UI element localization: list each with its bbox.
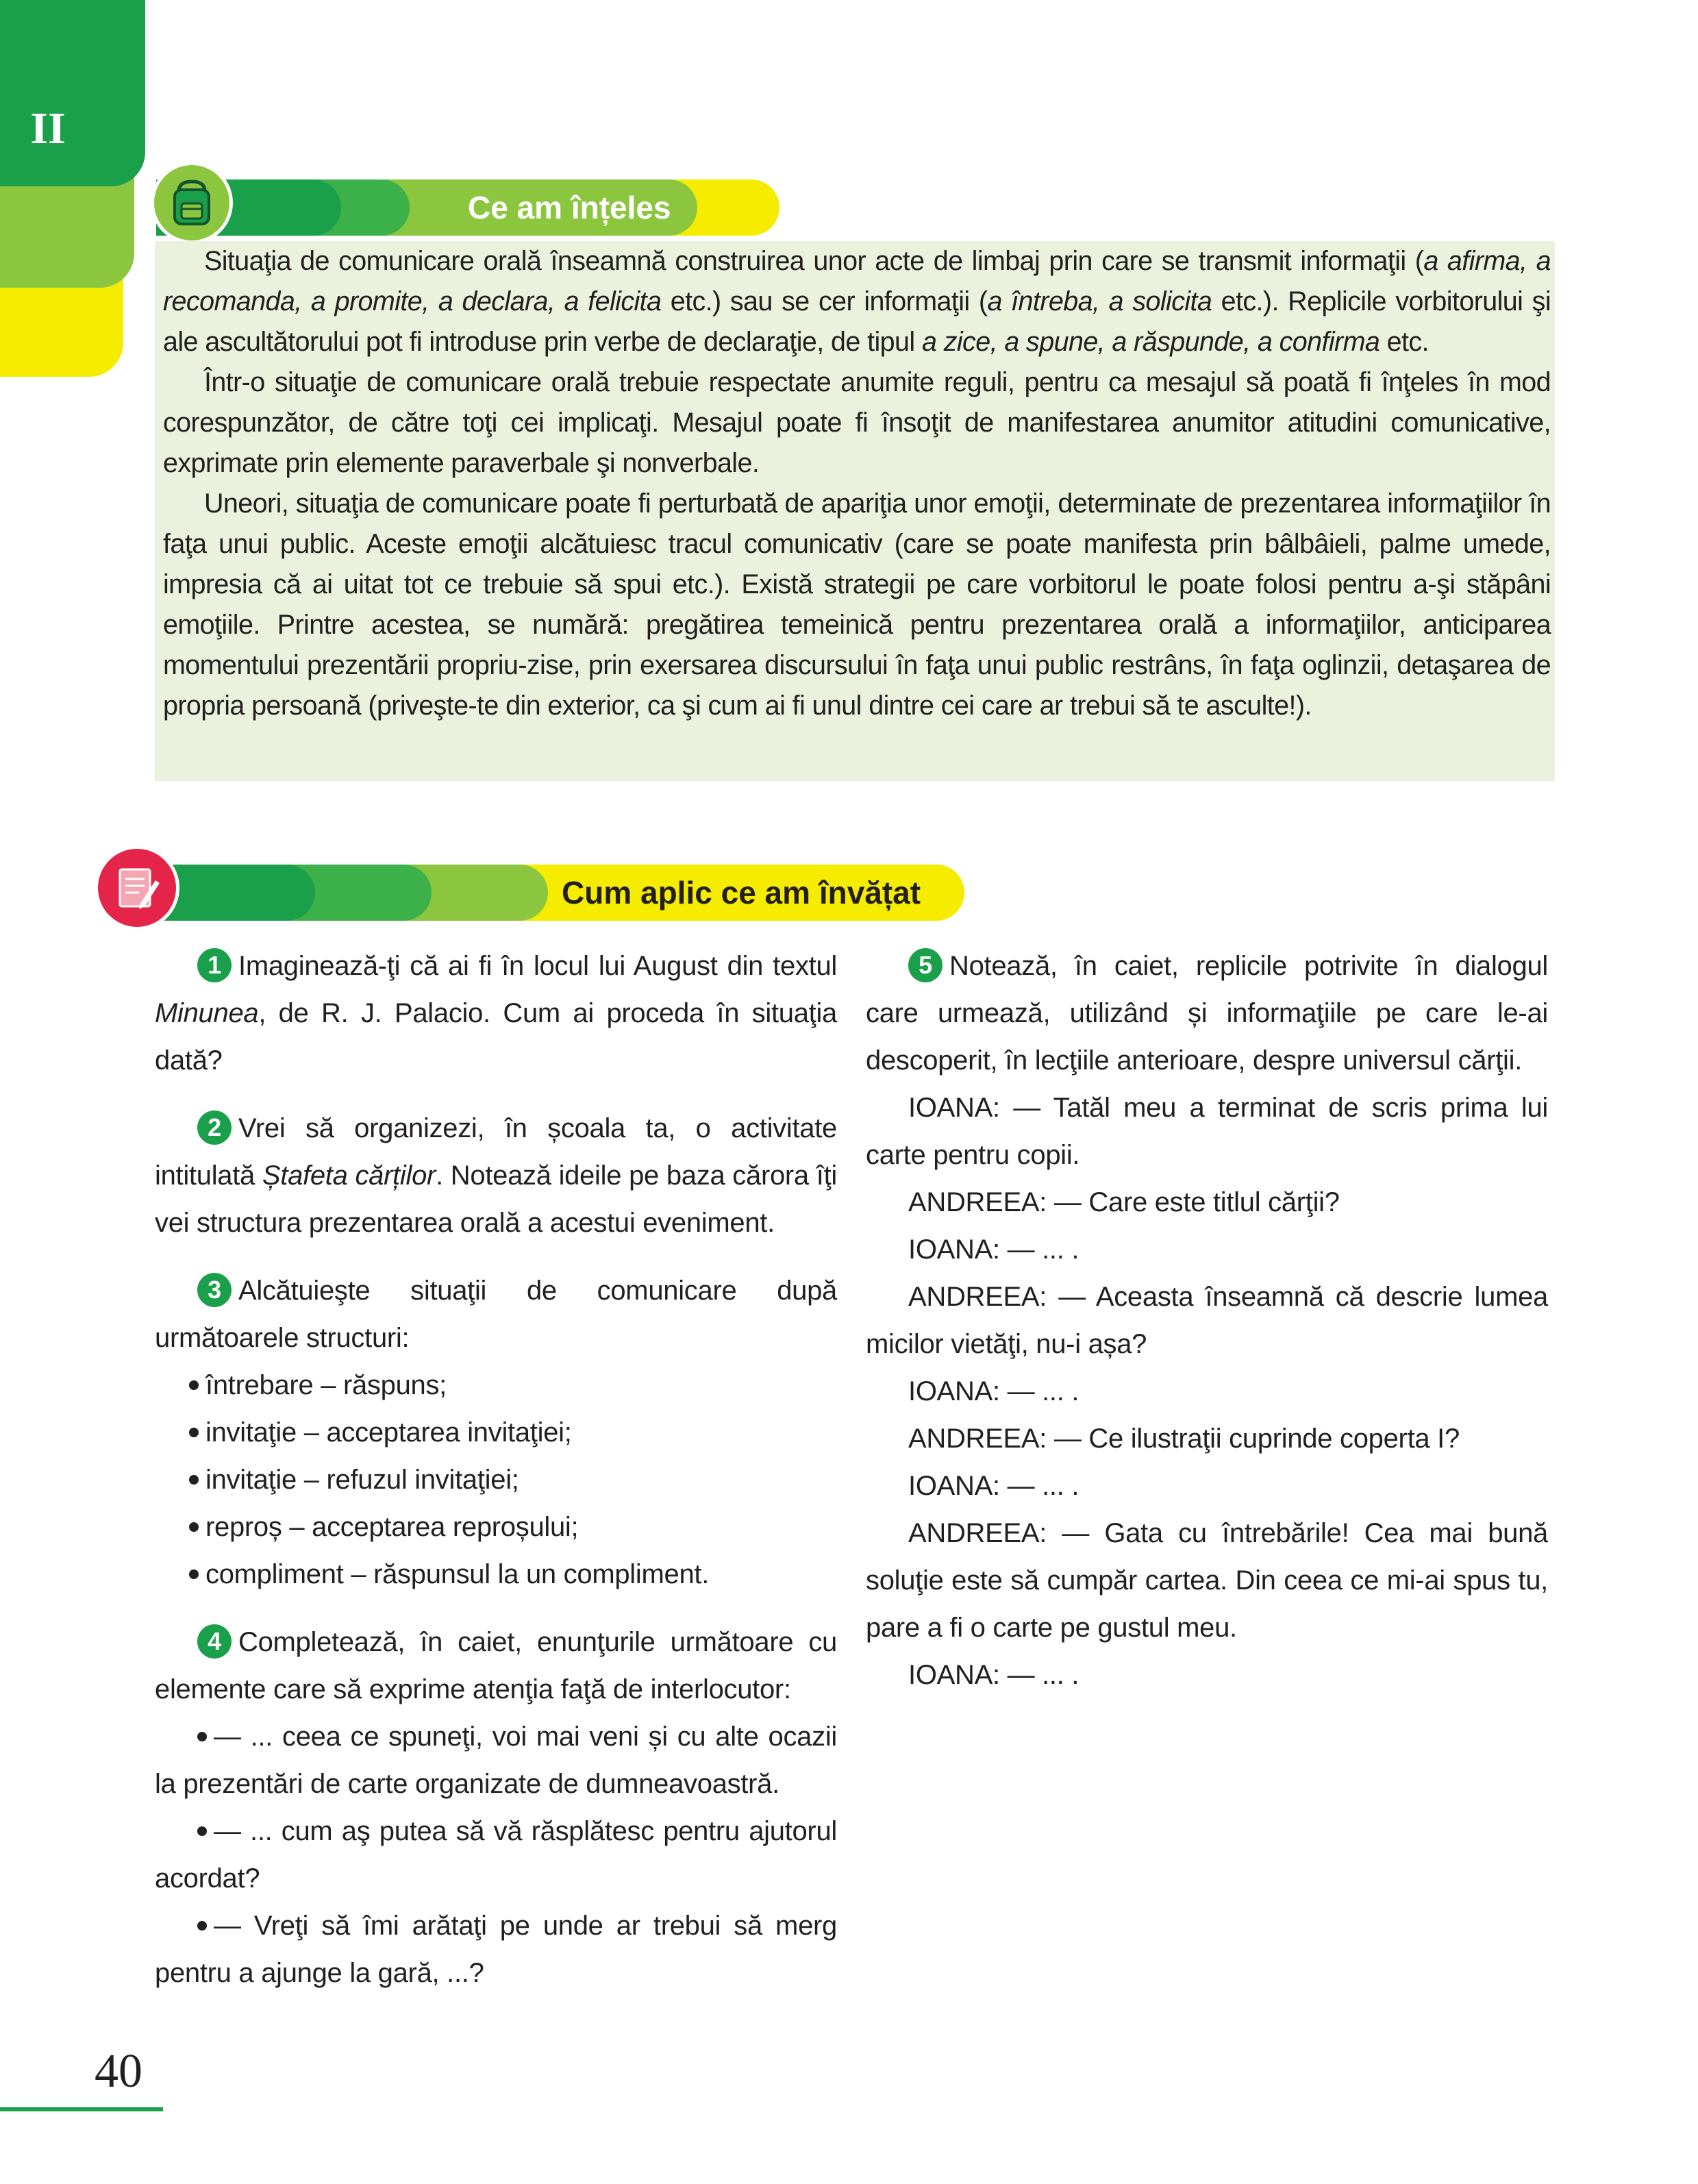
list-item-text: — ... ceea ce spuneţi, voi mai veni și cu alte ocazii la prezentări de carte organizate de dumneavoastră.: [155, 1722, 837, 1799]
summary-italic-verbs: a întreba, a solicita: [987, 286, 1212, 317]
bullet-icon: [189, 1569, 199, 1579]
list-item-text: invitaţie – acceptarea invitaţiei;: [205, 1417, 572, 1448]
exercise-number-badge: 1: [197, 948, 232, 982]
summary-text: etc.) sau se cer informaţii (: [661, 286, 988, 317]
list-item-text: reproș – acceptarea reproșului;: [205, 1512, 579, 1542]
bullet-icon: [189, 1522, 199, 1532]
list-item: [155, 1808, 837, 1902]
summary-text: Situaţia de comunicare orală înseamnă construirea unor acte de limbaj prin care se transmit informaţii (: [204, 246, 1424, 276]
dialogue-line: ANDREEA: — Care este titlul cărţii?: [908, 1187, 1340, 1217]
section-header-understood: [156, 179, 779, 236]
activity-title: Ștafeta cărților: [262, 1161, 436, 1191]
list-item: [155, 1504, 837, 1551]
summary-paragraph-1: [163, 241, 1551, 362]
list-item: [155, 1362, 837, 1409]
dialogue-line: IOANA: — ... .: [908, 1471, 1079, 1501]
book-title: Minunea: [155, 998, 259, 1028]
summary-italic-verbs: a zice, a spune, a răspunde, a confirma: [921, 327, 1380, 357]
chapter-tab: [0, 0, 145, 377]
exercise-4: [155, 1619, 837, 1713]
summary-box: [155, 241, 1555, 781]
dialogue-line: ANDREEA: — Ce ilustraţii cuprinde coperta I?: [908, 1424, 1460, 1454]
dialogue-line: ANDREEA: — Aceasta înseamnă că descrie lumea micilor vietăţi, nu-i așa?: [866, 1282, 1548, 1359]
section-title: Cum aplic ce am învățat: [562, 875, 921, 910]
exercise-2: [155, 1105, 837, 1247]
exercise-1: [155, 943, 837, 1084]
exercise-number-badge: 3: [197, 1273, 232, 1307]
summary-text: etc.: [1379, 327, 1429, 357]
list-item: [155, 1713, 837, 1808]
exercise-number-badge: 5: [908, 948, 942, 982]
chapter-tab-dark-green-band: [0, 0, 145, 186]
dialogue-line: IOANA: — Tatăl meu a terminat de scris prima lui carte pentru copii.: [866, 1093, 1548, 1170]
list-item: [155, 1409, 837, 1456]
summary-paragraph-2: [163, 362, 1551, 484]
bullet-icon: [189, 1475, 199, 1485]
list-item: [155, 1902, 837, 1997]
notebook-pencil-icon: [95, 845, 179, 930]
exercise-text: Alcătuieşte situaţii de comunicare după următoarele structuri:: [155, 1276, 837, 1353]
list-item-text: — ... cum aş putea să vă răsplătesc pentru ajutorul acordat?: [155, 1816, 837, 1894]
list-item-text: compliment – răspunsul la un compliment.: [205, 1559, 710, 1589]
dialogue-line: IOANA: — ... .: [908, 1376, 1079, 1406]
list-item: [155, 1456, 837, 1504]
bullet-icon: [197, 1826, 207, 1836]
exercises-right-column: [866, 943, 1548, 1699]
exercise-text: , de R. J. Palacio. Cum ai proceda în situaţia dată?: [155, 998, 837, 1076]
page-number-rule: [0, 2107, 163, 2111]
summary-text: etc.). Replicile vorbitorului şi ale ascultătorului pot fi introduse prin verbe de declaraţie, de tipul: [163, 286, 1551, 357]
exercise-3: [155, 1267, 837, 1362]
backpack-icon: [151, 162, 233, 244]
page-number: 40: [95, 2045, 142, 2098]
section-title: Ce am înțeles: [468, 190, 671, 225]
chapter-number: II: [30, 103, 66, 153]
dialogue-line: IOANA: — ... .: [908, 1660, 1079, 1690]
list-item-text: invitaţie – refuzul invitaţiei;: [205, 1465, 519, 1495]
exercise-5: [866, 943, 1548, 1084]
exercise-number-badge: 2: [197, 1110, 232, 1145]
bullet-icon: [189, 1428, 199, 1437]
exercise-text: . Notează ideile pe baza cărora îţi vei structura prezentarea orală a acestui eveniment.: [155, 1161, 837, 1238]
summary-text: Uneori, situaţia de comunicare poate fi perturbată de apariţia unor emoţii, determinate de prezentarea informaţiilor în faţa unui public. Aceste emoţii alcătuiesc tracul comunicativ (care se poate manifesta prin bâlbâieli, palme umede, impresia că ai uitat tot ce trebuie să spui etc.). Există strategii pe care vorbitorul le poate folosi pentru a-şi stăpâni emoţiile. Printre acestea, se numără: pregătirea temeinică pentru prezentarea orală a informaţiilor, anticiparea momentului prezentării propriu-zise, prin exersarea discursului în faţa unui public restrâns, în faţa oglinzii, detaşarea de propria persoană (priveşte-te din exterior, ca şi cum ai fi unul dintre cei care ar trebui să te asculte!).: [163, 488, 1551, 721]
list-item-text: întrebare – răspuns;: [205, 1370, 447, 1400]
exercise-text: Imaginează-ţi că ai fi în locul lui August din textul: [238, 951, 837, 981]
exercise-text: Vrei să organizezi, în școala ta, o activitate intitulată: [155, 1113, 837, 1191]
list-item: [155, 1551, 837, 1598]
bullet-icon: [197, 1921, 207, 1931]
exercise-number-badge: 4: [197, 1624, 232, 1659]
exercise-text: Completează, în caiet, enunţurile următoare cu elemente care să exprime atenţia faţă de interlocutor:: [155, 1627, 837, 1704]
summary-text: Într-o situaţie de comunicare orală trebuie respectate anumite reguli, pentru ca mesajul să poată fi înţeles în mod corespunzător, de către toţi cei implicaţi. Mesajul poate fi însoţit de manifestarea anumitor atitudini comunicative, exprimate prin elemente paraverbale şi nonverbale.: [163, 367, 1551, 478]
exercise-text: Notează, în caiet, replicile potrivite în dialogul care urmează, utilizând și informaţiile pe care le-ai descoperit, în lecţiile anterioare, despre universul cărţii.: [866, 951, 1548, 1076]
dialogue-line: ANDREEA: — Gata cu întrebările! Cea mai bună soluţie este să cumpăr cartea. Din ceea ce mi-ai spus tu, pare a fi o carte pe gustul meu.: [866, 1518, 1548, 1643]
list-item-text: — Vreţi să îmi arătaţi pe unde ar trebui să merg pentru a ajunge la gară, ...?: [155, 1911, 837, 1988]
exercises-left-column: [155, 943, 837, 1997]
section-header-apply: [110, 865, 964, 921]
summary-italic-verbs: a afirma, a recomanda, a promite, a declara, a felicita: [163, 246, 1551, 317]
bullet-icon: [189, 1380, 199, 1390]
summary-paragraph-3: [163, 484, 1551, 726]
bullet-icon: [197, 1732, 207, 1741]
dialogue-line: IOANA: — ... .: [908, 1234, 1079, 1265]
